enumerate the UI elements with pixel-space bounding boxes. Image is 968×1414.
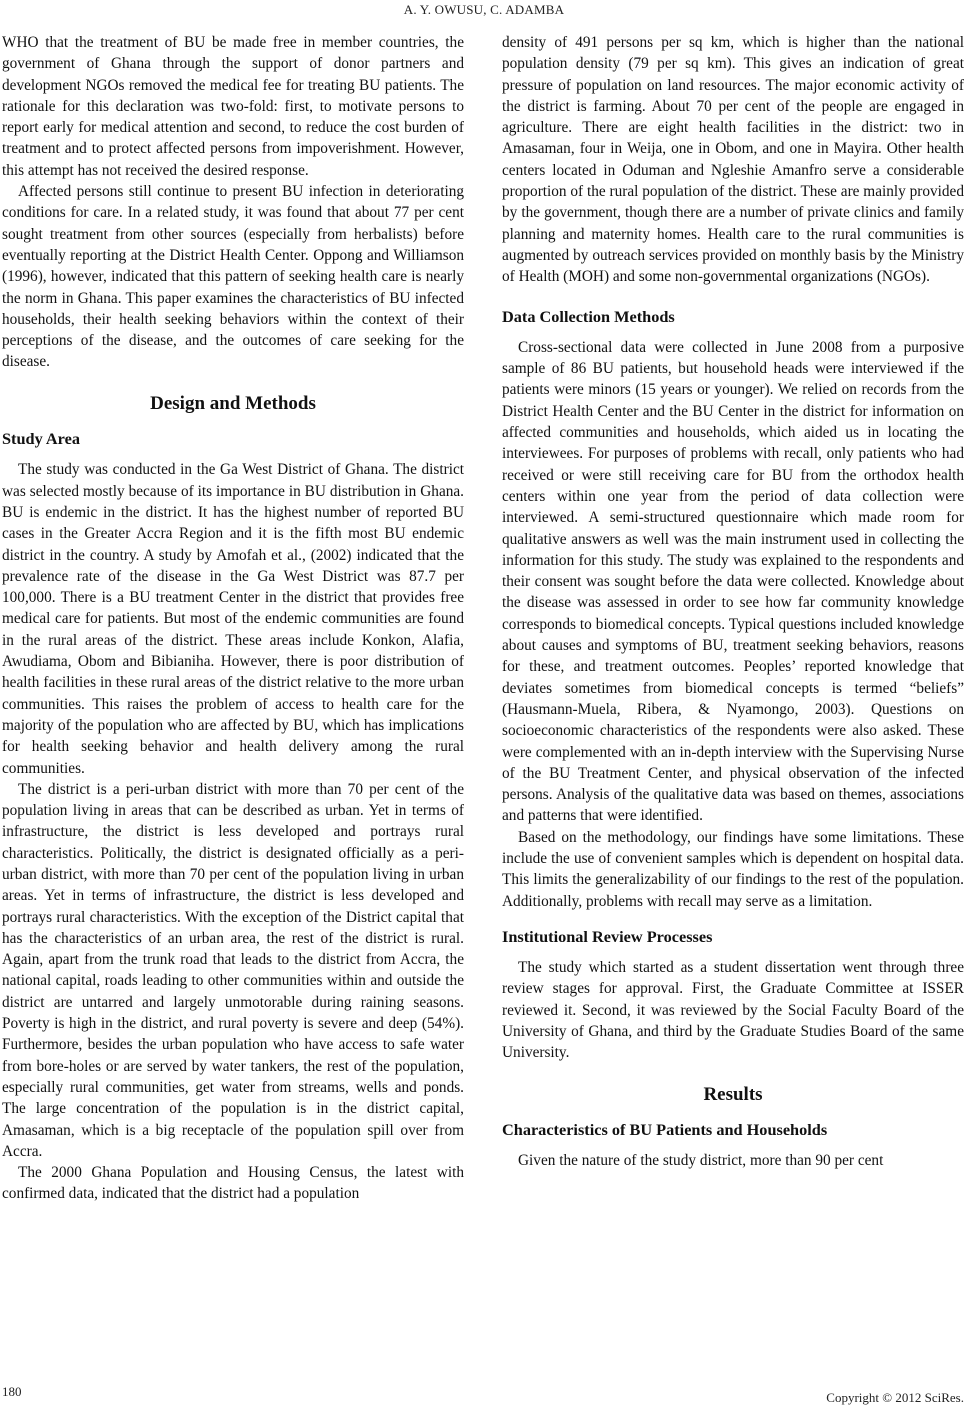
page-number: 180 bbox=[2, 1384, 22, 1399]
paragraph: Cross-sectional data were collected in June 2008 from a purposive sample of 86 BU patients, but household heads were interviewed if the patients were minors (15 years or younger). We relied on records from the District Health Center and the BU Center in the district for information on affected communities and households, which aided us in locating the interviewees. For purposes of problems with recall, only patients who had received or were still receiving care for BU from the orthodox health centers within one year from the period of data collection were interviewed. A semi-structured questionnaire which made room for qualitative answers as well was the main instrument used in collecting the information for this study. The study was explained to the respondents and their consent was sought before the data were collected. Knowledge about the disease was assessed in order to see how far community knowledge corresponds to biomedical concepts. Typical questions included knowledge about causes and symptoms of BU, treatment seeking behaviors, reasons for these, and treatment outcomes. Peoples’ reported knowledge that deviates sometimes from biomedical concepts is termed “beliefs” (Hausmann-Muela, Ribera, & Nyamongo, 2003). Questions on socioeconomic characteristics of the respondents were also asked. These were complemented with an in-depth interview with the Supervising Nurse of the BU Treatment Center, and physical observation of the infected persons. Analysis of the qualitative data was based on themes, associations and patterns that were identified. bbox=[502, 338, 964, 825]
paragraph: Based on the methodology, our findings have some limitations. These include the use of convenient samples which is dependent on hospital data. This limits the generalizability of our findings to the rest of the population. Additionally, problems with recall may serve as a limitation. bbox=[502, 828, 964, 910]
running-head: A. Y. OWUSU, C. ADAMBA bbox=[403, 2, 565, 17]
subsection-title-institutional-review: Institutional Review Processes bbox=[502, 926, 713, 946]
paragraph: The 2000 Ghana Population and Housing Census, the latest with confirmed data, indicated that the district had a population bbox=[2, 1164, 464, 1203]
subsection-title-study-area: Study Area bbox=[2, 429, 80, 449]
paragraph: The study was conducted in the Ga West District of Ghana. The district was selected mostly because of its importance in BU distribution in Ghana. BU is endemic in the district. It has the highest number of reported BU cases in the Greater Accra Region and it is the fifth most BU endemic district in the country. A study by Amofah et al., (2002) indicated that the prevalence rate of the disease in the Ga West District was 87.7 per 100,000. There is a BU treatment Center in the district that provides free medical care for patients. But most of the endemic communities are found in the rural areas of the district. These areas include Konkon, Alafia, Awudiama, Obom and Bibianiha. However, there is poor distribution of health facilities in these rural areas of the district relative to the more urban communities. This raises the problem of access to health care for the majority of the population who are affected by BU, which has implications for health seeking behavior and health delivery among the rural communities. bbox=[2, 461, 464, 777]
copyright-notice: Copyright © 2012 SciRes. bbox=[826, 1390, 964, 1405]
paragraph: Affected persons still continue to present BU infection in deteriorating conditions for care. In a related study, it was found that about 77 per cent sought treatment from other sources (especially from herbalists) before eventually reporting at the District Health Center. Oppong and Williamson (1996), however, indicated that this pattern of seeking health care is nearly the norm in Ghana. This paper examines the characteristics of BU infected households, their health seeking behaviors within the context of their perceptions of the disease, and the outcomes of care seeking for the disease. bbox=[2, 183, 464, 371]
section-title-design-methods: Design and Methods bbox=[150, 392, 316, 414]
paragraph: The district is a peri-urban district with more than 70 per cent of the population living in areas that can be described as urban. Yet in terms of infrastructure, the district is less developed and portrays rural characteristics. Politically, the district is designated officially as a peri-urban district, with more than 70 per cent of the population living in urban areas. Yet in terms of infrastructure, the district is less developed and portrays rural characteristics. With the exception of the District capital that has the characteristics of an urban area, the rest of the district is rural. Again, apart from the trunk road that leads to the district from Accra, the national capital, roads leading to other communities within and outside the district are untarred and largely unmotorable during raining seasons. Poverty is high in the district, and rural poverty is severe and deep (54%). Furthermore, besides the urban population who have access to safe water from bore-holes or are served by water tankers, the rest of the population, especially rural communities, get water from streams, wells and ponds. The large concentration of the population is in the district capital, Amasaman, which is a big receptacle of the population spill over from Accra. bbox=[2, 780, 464, 1160]
right-column bbox=[502, 30, 964, 1172]
subsection-title-characteristics: Characteristics of BU Patients and Households bbox=[502, 1119, 828, 1139]
section-title-results: Results bbox=[703, 1083, 763, 1105]
left-column bbox=[2, 30, 464, 1205]
subsection-title-data-collection: Data Collection Methods bbox=[502, 306, 675, 326]
paragraph: WHO that the treatment of BU be made free in member countries, the government of Ghana through the support of donor partners and development NGOs removed the medical fee for treating BU patients. The rationale for this declaration was two-fold: first, to motivate persons to report early for medical attention and second, to reduce the cost burden of treatment and to protect affected persons from impoverishment. However, this attempt has not received the desired response. bbox=[2, 34, 464, 179]
paragraph: density of 491 persons per sq km, which is higher than the national population density (79 per sq km). This gives an indication of great pressure of population on land resources. The major economic activity of the district is farming. About 70 per cent of the people are engaged in agriculture. There are eight health facilities in the district: two in Amasaman, four in Weija, one in Obom, and one in Mayira. Other health centers located in Oduman and Ngleshie Amanfro serve a considerable proportion of the rural population of the district. These are mainly provided by the government, though there are a number of private clinics and family planning and maternity homes. Health care to the rural communities is augmented by outreach services provided on monthly basis by the Ministry of Health (MOH) and some non-governmental organizations (NGOs). bbox=[502, 34, 964, 286]
paragraph: The study which started as a student dissertation went through three review stages for approval. First, the Graduate Committee at ISSER reviewed it. Second, it was reviewed by the Social Faculty Board of the University of Ghana, and third by the Graduate Studies Board of the same University. bbox=[502, 959, 964, 1062]
paragraph: Given the nature of the study district, more than 90 per cent bbox=[518, 1152, 884, 1170]
